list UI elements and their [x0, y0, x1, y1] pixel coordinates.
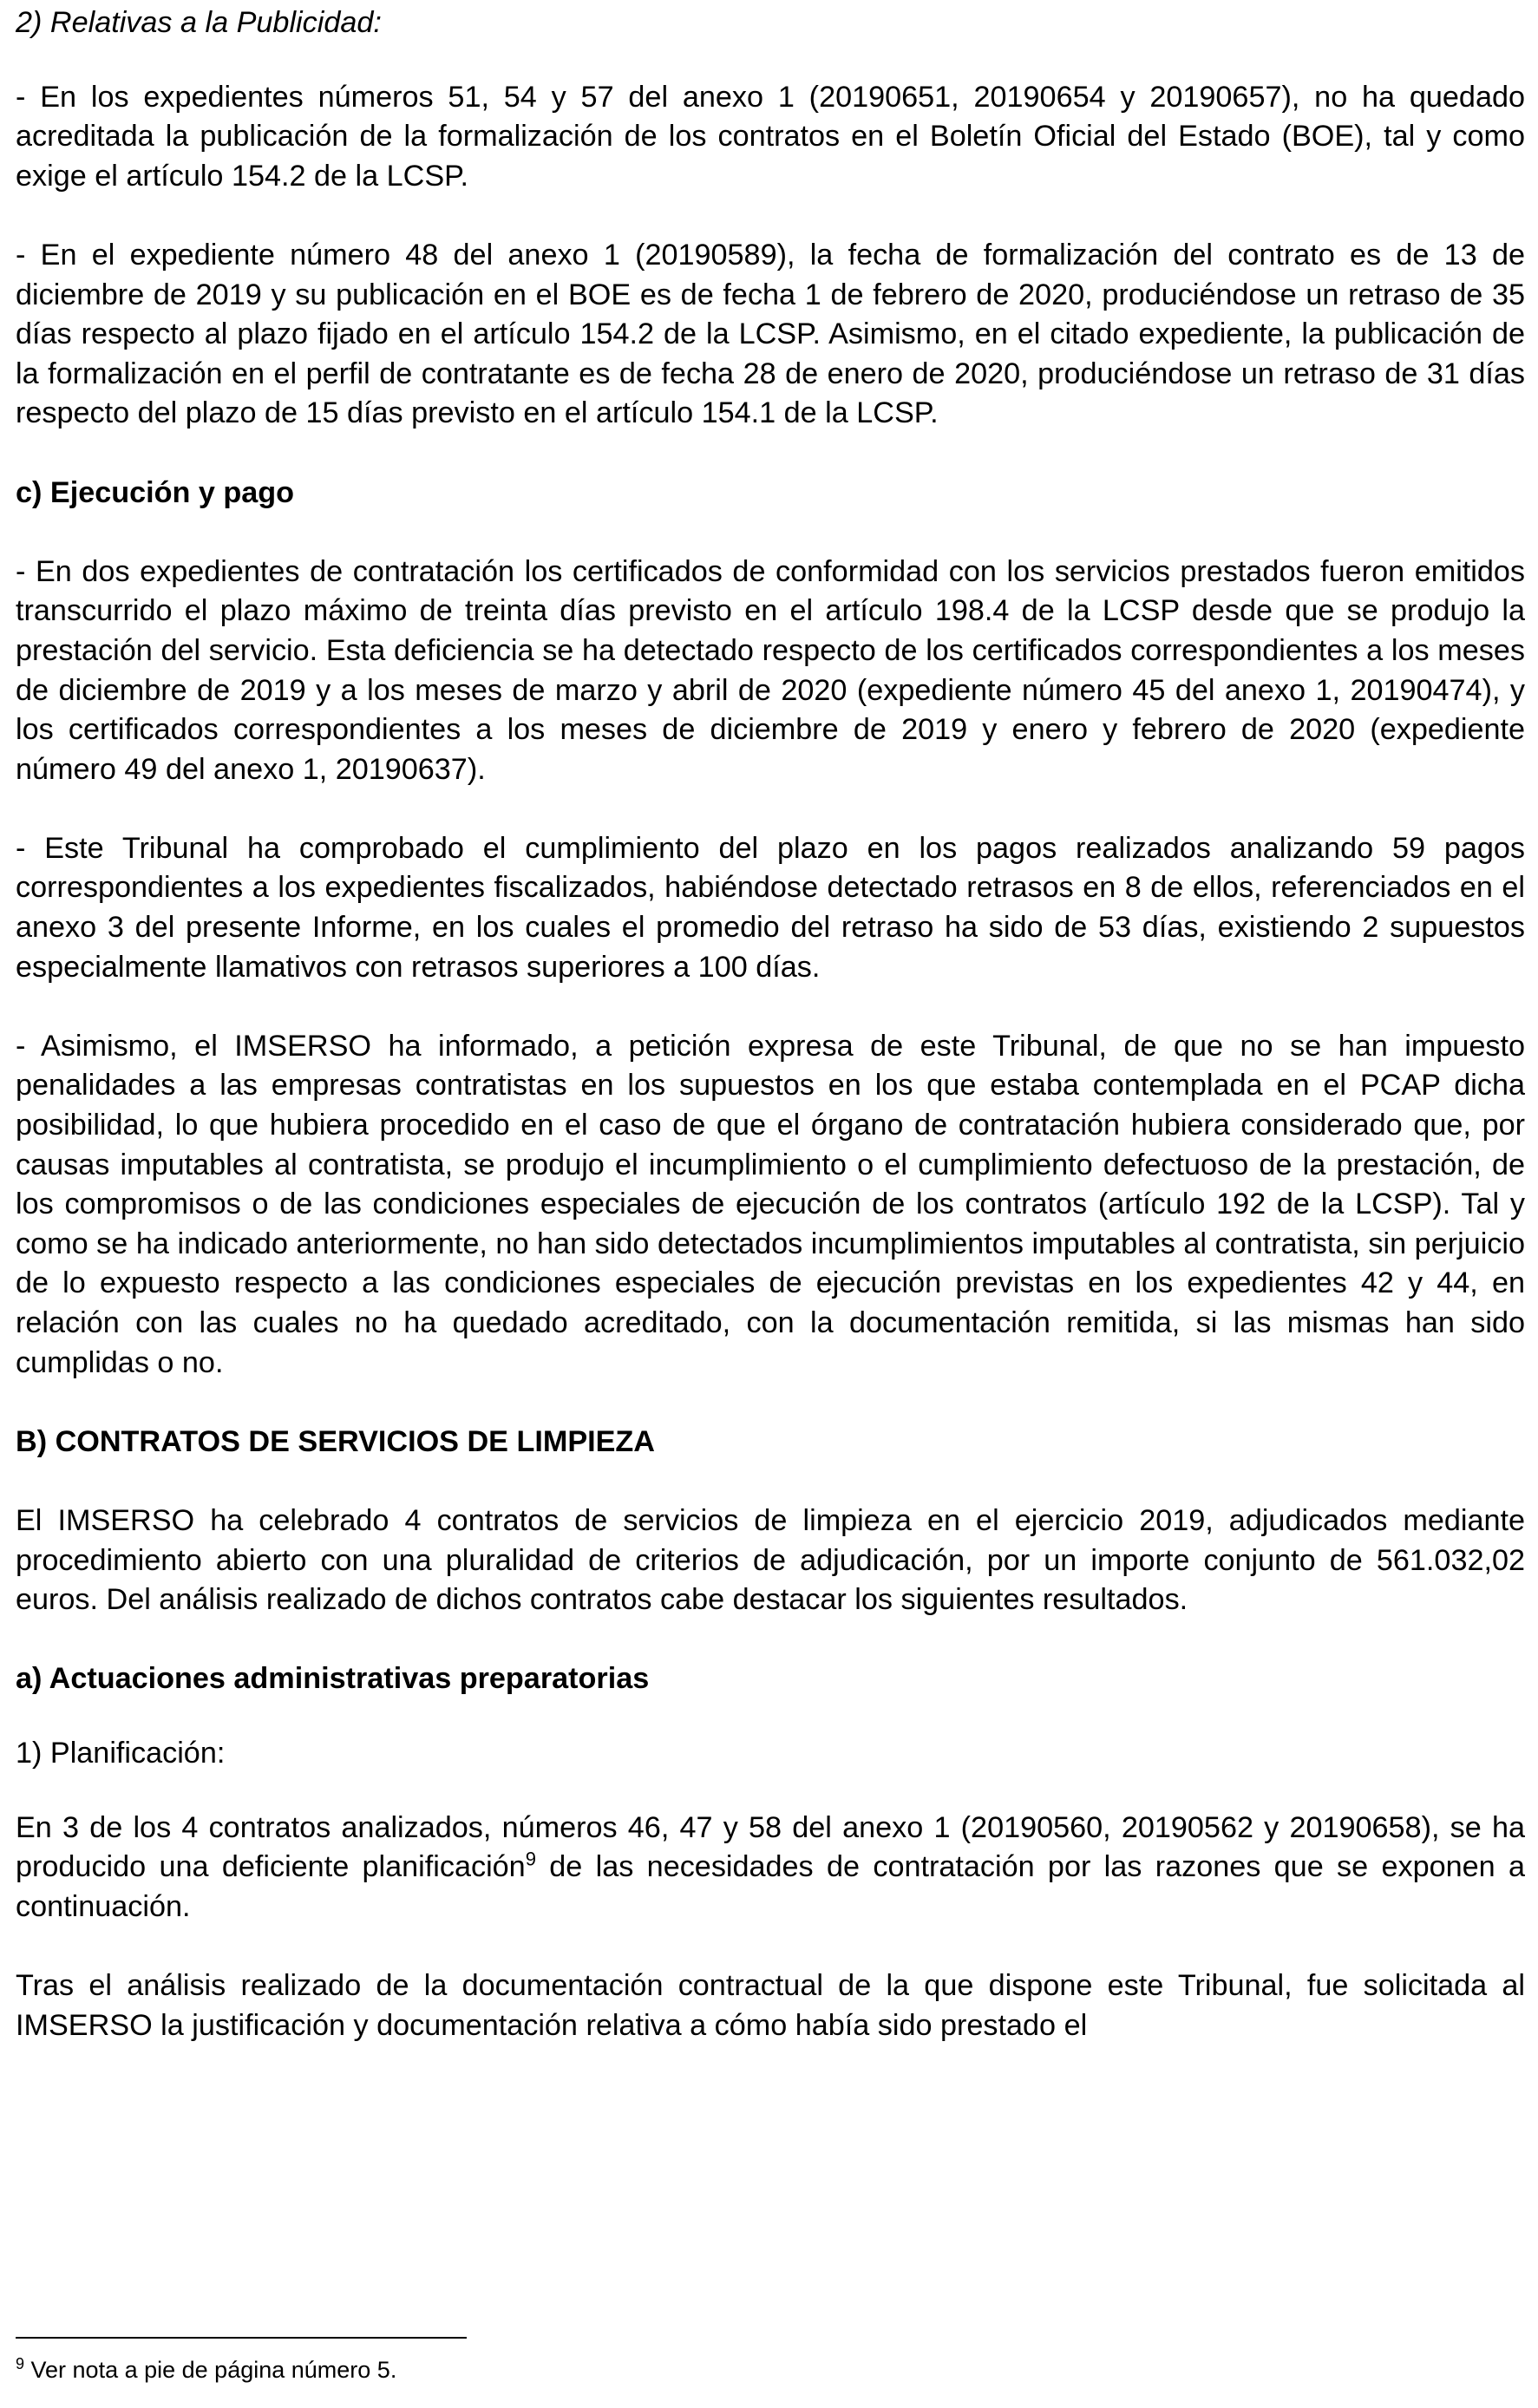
paragraph-ejecucion-3: - Asimismo, el IMSERSO ha informado, a petición expresa de este Tribunal, de que no se han impuesto penalidades a las empresas contratistas en los supuestos en los que estaba contemplada en el PCAP dicha posibilidad, lo que hubiera procedido en el caso de que el órgano de contratación hubiera considerado que, por causas imputables al contratista, se produjo el incumplimiento o el cumplimiento defectuoso de la prestación, de los compromisos o de las condiciones especiales de ejecución de los contratos (artículo 192 de la LCSP). Tal y como se ha indicado anteriormente, no han sido detectados incumplimientos imputables al contratista, sin perjuicio de lo expuesto respecto a las condiciones especiales de ejecución previstas en los expedientes 42 y 44, en relación con las cuales no ha quedado acreditado, con la documentación remitida, si las mismas han sido cumplidas o no.: [16, 1029, 1525, 1379]
paragraph-planificacion-1-text-b: de las necesidades de contratación por las razones que se exponen a continuación.: [16, 1850, 1526, 1923]
footnote-divider: [16, 2337, 467, 2339]
section-heading-ejecucion: c) Ejecución y pago: [16, 475, 295, 509]
footnote-reference[interactable]: 9: [525, 1848, 536, 1870]
footnote-number: 9: [16, 2355, 25, 2372]
section-heading-publicidad: 2) Relativas a la Publicidad:: [16, 6, 382, 39]
footnote: [16, 2354, 396, 2385]
paragraph-ejecucion-1: - En dos expedientes de contratación los certificados de conformidad con los servicios prestados fueron emitidos transcurrido el plazo máximo de treinta días previsto en el artículo 198.4 de la LCSP desde que se produjo la prestación del servicio. Esta deficiencia se ha detectado respecto de los certificados correspondientes a los meses de diciembre de 2019 y a los meses de marzo y abril de 2020 (expediente número 45 del anexo 1, 20190474), y los certificados correspondientes a los meses de diciembre de 2019 y enero y febrero de 2020 (expediente número 49 del anexo 1, 20190637).: [16, 554, 1525, 786]
paragraph-limpieza-1: El IMSERSO ha celebrado 4 contratos de servicios de limpieza en el ejercicio 2019, adjudicados mediante procedimiento abierto con una pluralidad de criterios de adjudicación, por un importe conjunto de 561.032,02 euros. Del análisis realizado de dichos contratos cabe destacar los siguientes resultados.: [16, 1503, 1525, 1617]
document-page: [16, 0, 1525, 2408]
paragraph-ejecucion-2: - Este Tribunal ha comprobado el cumplimiento del plazo en los pagos realizados analizando 59 pagos correspondientes a los expedientes fiscalizados, habiéndose detectado retrasos en 8 de ellos, referenciados en el anexo 3 del presente Informe, en los cuales el promedio del retraso ha sido de 53 días, existiendo 2 supuestos especialmente llamativos con retrasos superiores a 100 días.: [16, 831, 1525, 984]
paragraph-publicidad-1: - En los expedientes números 51, 54 y 57 del anexo 1 (20190651, 20190654 y 20190657), no ha quedado acreditada la publicación de la formalización de los contratos en el Boletín Oficial del Estado (BOE), tal y como exige el artículo 154.2 de la LCSP.: [16, 80, 1525, 193]
paragraph-publicidad-2: - En el expediente número 48 del anexo 1 (20190589), la fecha de formalización del contrato es de 13 de diciembre de 2019 y su publicación en el BOE es de fecha 1 de febrero de 2020, produciéndose un retraso de 35 días respecto al plazo fijado en el artículo 154.2 de la LCSP. Asimismo, en el citado expediente, la publicación de la formalización en el perfil de contratante es de fecha 28 de enero de 2020, produciéndose un retraso de 31 días respecto del plazo de 15 días previsto en el artículo 154.1 de la LCSP.: [16, 238, 1525, 430]
document-body: [16, 3, 1525, 2045]
section-heading-limpieza: B) CONTRATOS DE SERVICIOS DE LIMPIEZA: [16, 1424, 655, 1458]
section-heading-planificacion: 1) Planificación:: [16, 1736, 226, 1770]
paragraph-planificacion-2: Tras el análisis realizado de la documentación contractual de la que dispone este Tribunal, fue solicitada al IMSERSO la justificación y documentación relativa a cómo había sido prestado el: [16, 1968, 1525, 2042]
footnote-text: Ver nota a pie de página número 5.: [24, 2357, 397, 2383]
paragraph-planificacion-1-text-a: En 3 de los 4 contratos analizados, números 46, 47 y 58 del anexo 1 (20190560, 20190562 y 20190658), se ha producido una deficiente planificación: [16, 1810, 1525, 1884]
section-heading-actuaciones: a) Actuaciones administrativas preparatorias: [16, 1662, 650, 1696]
paragraph-planificacion-1: [16, 1809, 1525, 1927]
